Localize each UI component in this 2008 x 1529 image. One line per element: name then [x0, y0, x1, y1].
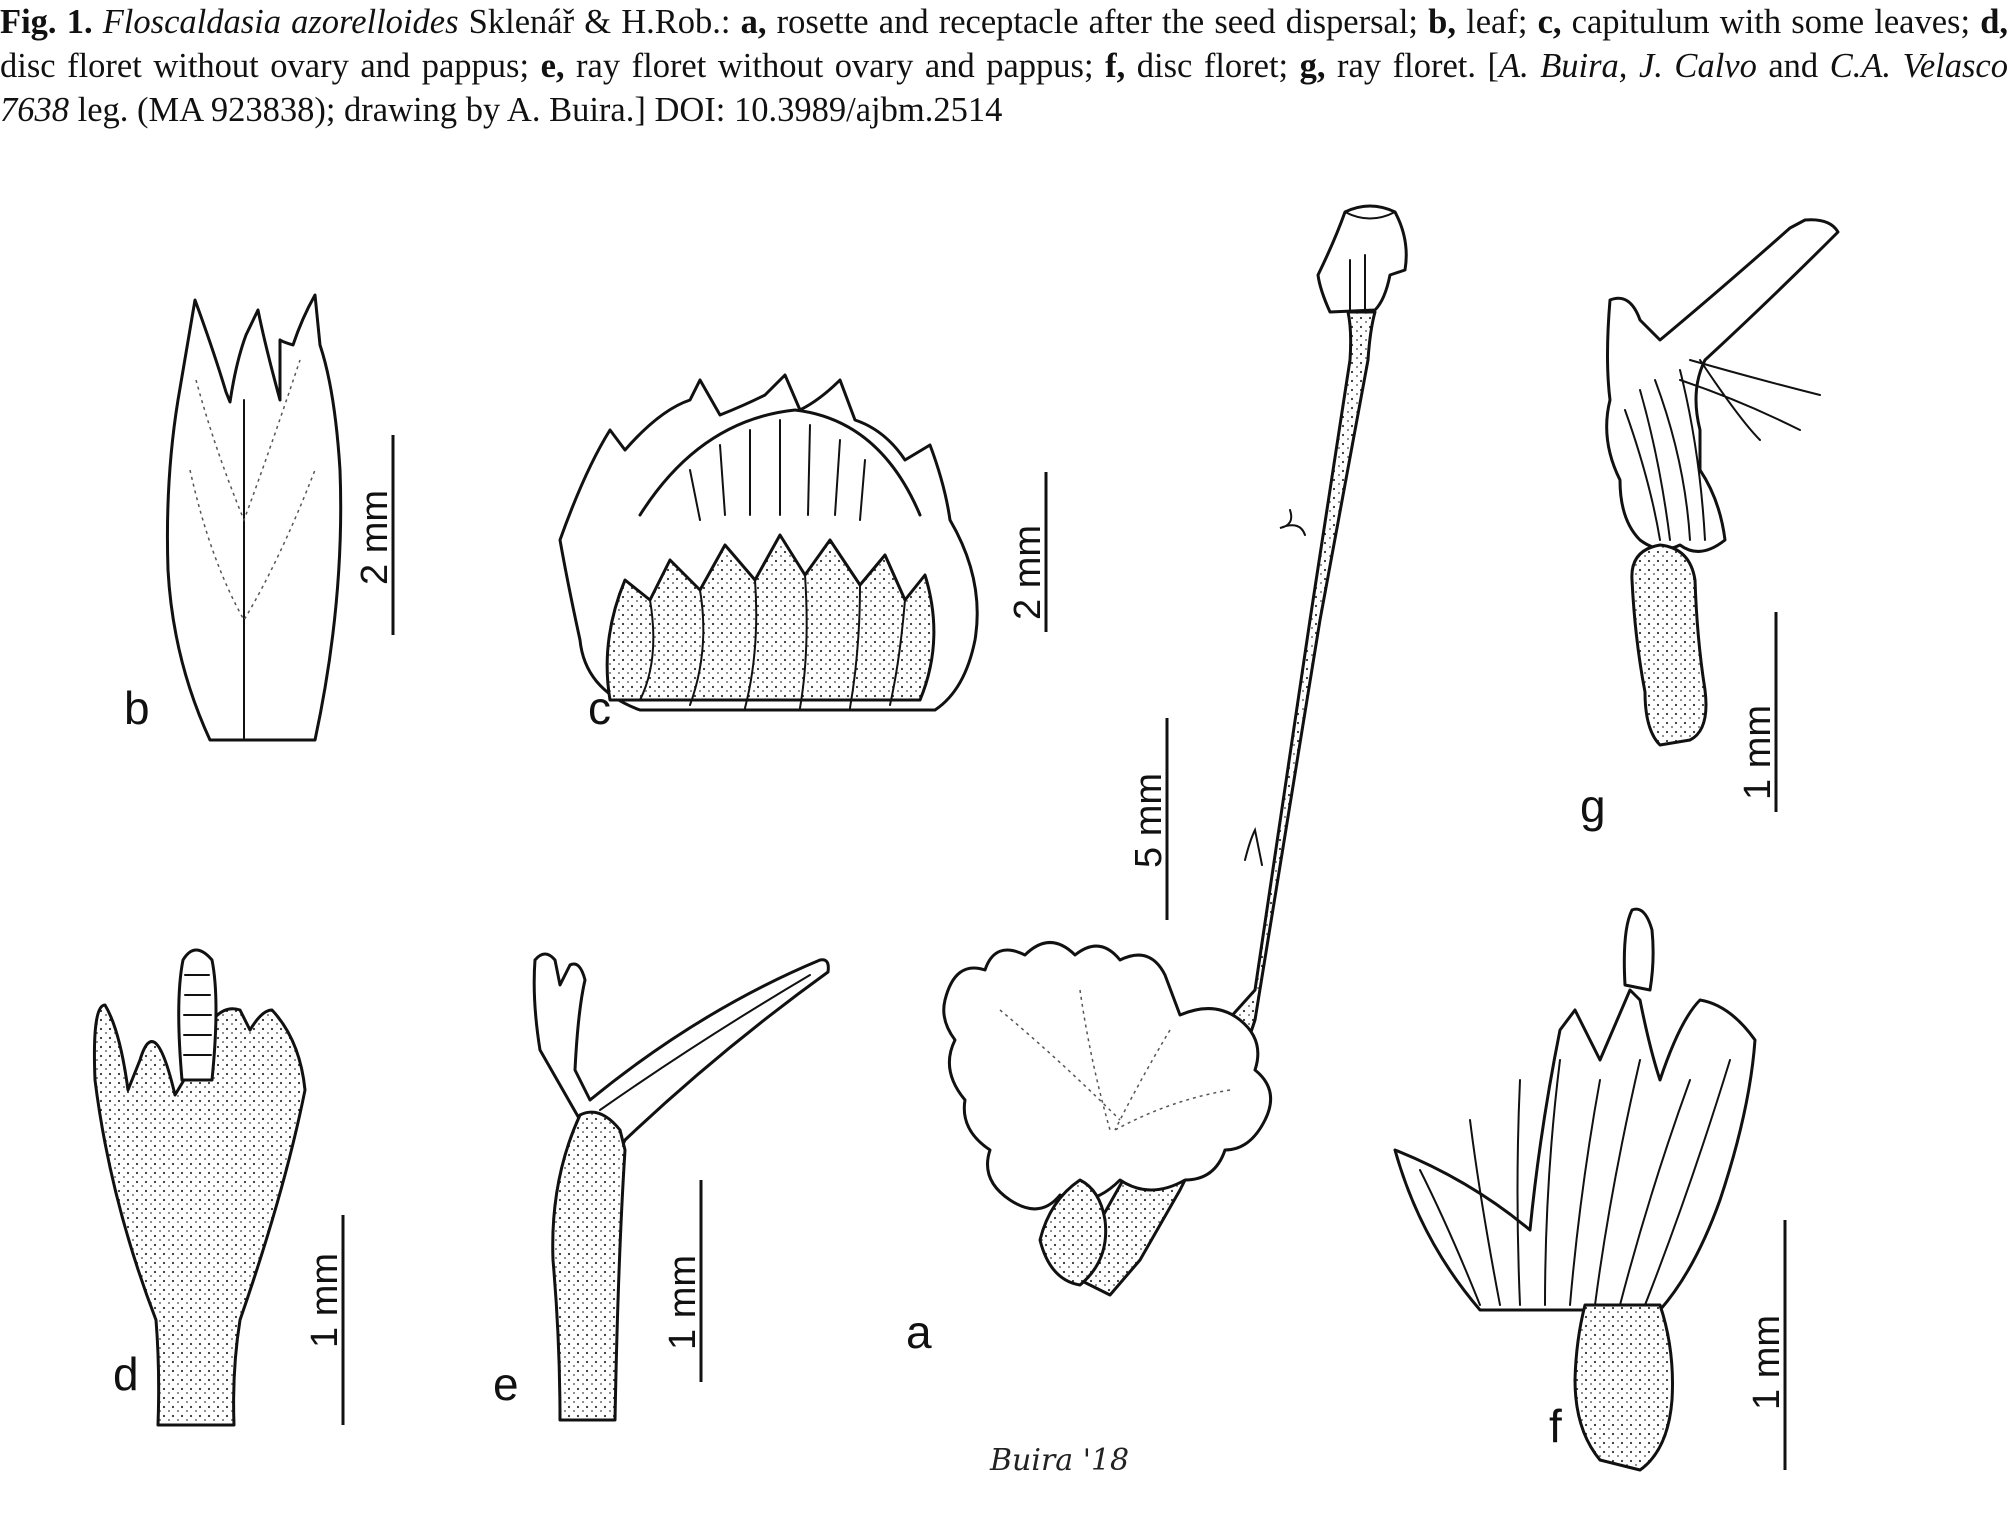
scale-label-a: 5 mm: [1128, 773, 1170, 868]
panel-label-g: g: [1580, 780, 1606, 832]
caption-text-g: ray floret. [: [1325, 47, 1499, 85]
caption-text-b: leaf;: [1455, 3, 1538, 41]
rosette-drawing-a: [906, 206, 1406, 1478]
species-authority: Sklenář & H.Rob.:: [458, 3, 741, 41]
scale-label-c: 2 mm: [1007, 525, 1049, 620]
scale-label-b: 2 mm: [354, 490, 396, 585]
caption-label-b: b,: [1428, 3, 1456, 41]
panel-label-d: d: [113, 1348, 139, 1400]
panel-label-b: b: [124, 682, 150, 734]
ray-floret-drawing-e: [493, 954, 828, 1420]
caption-text-e: ray floret without ovary and pappus;: [564, 47, 1106, 85]
artist-signature: Buira '18: [990, 1443, 1130, 1478]
ray-floret-drawing-g: [1580, 220, 1838, 832]
caption-label-c: c,: [1537, 3, 1562, 41]
caption-text-c: capitulum with some leaves;: [1561, 3, 1981, 41]
caption-label-a: a,: [740, 3, 767, 41]
disc-floret-drawing-f: [1395, 909, 1788, 1470]
leaf-drawing-b: [124, 295, 396, 740]
scale-label-f: 1 mm: [1746, 1315, 1788, 1410]
caption-text-a: rosette and receptacle after the seed dispersal;: [766, 3, 1429, 41]
caption-text-d: disc floret without ovary and pappus;: [0, 47, 541, 85]
capitulum-drawing-c: [560, 375, 1049, 734]
scale-label-g: 1 mm: [1737, 705, 1779, 800]
caption-label-e: e,: [540, 47, 565, 85]
species-name: Floscaldasia azorelloides: [102, 3, 459, 41]
specimen-citation: leg. (MA 923838); drawing by A. Buira.] DOI: 10.3989/ajbm.2514: [69, 91, 1003, 129]
collector-number: C.A. Velasco 7638: [0, 47, 2008, 129]
caption-label-f: f,: [1105, 47, 1126, 85]
panel-label-f: f: [1549, 1400, 1562, 1452]
panel-label-a: a: [906, 1306, 932, 1358]
caption-label-d: d,: [1980, 3, 2008, 41]
figure-number: Fig. 1.: [0, 3, 93, 41]
disc-floret-drawing-d: [94, 950, 346, 1425]
caption-text-f: disc floret;: [1125, 47, 1300, 85]
scale-label-d: 1 mm: [304, 1253, 346, 1348]
panel-label-c: c: [588, 682, 611, 734]
panel-label-e: e: [493, 1358, 519, 1410]
scale-label-e: 1 mm: [662, 1255, 704, 1350]
caption-and: and: [1756, 47, 1830, 85]
caption-label-g: g,: [1299, 47, 1326, 85]
collectors-names: A. Buira, J. Calvo: [1499, 47, 1757, 85]
